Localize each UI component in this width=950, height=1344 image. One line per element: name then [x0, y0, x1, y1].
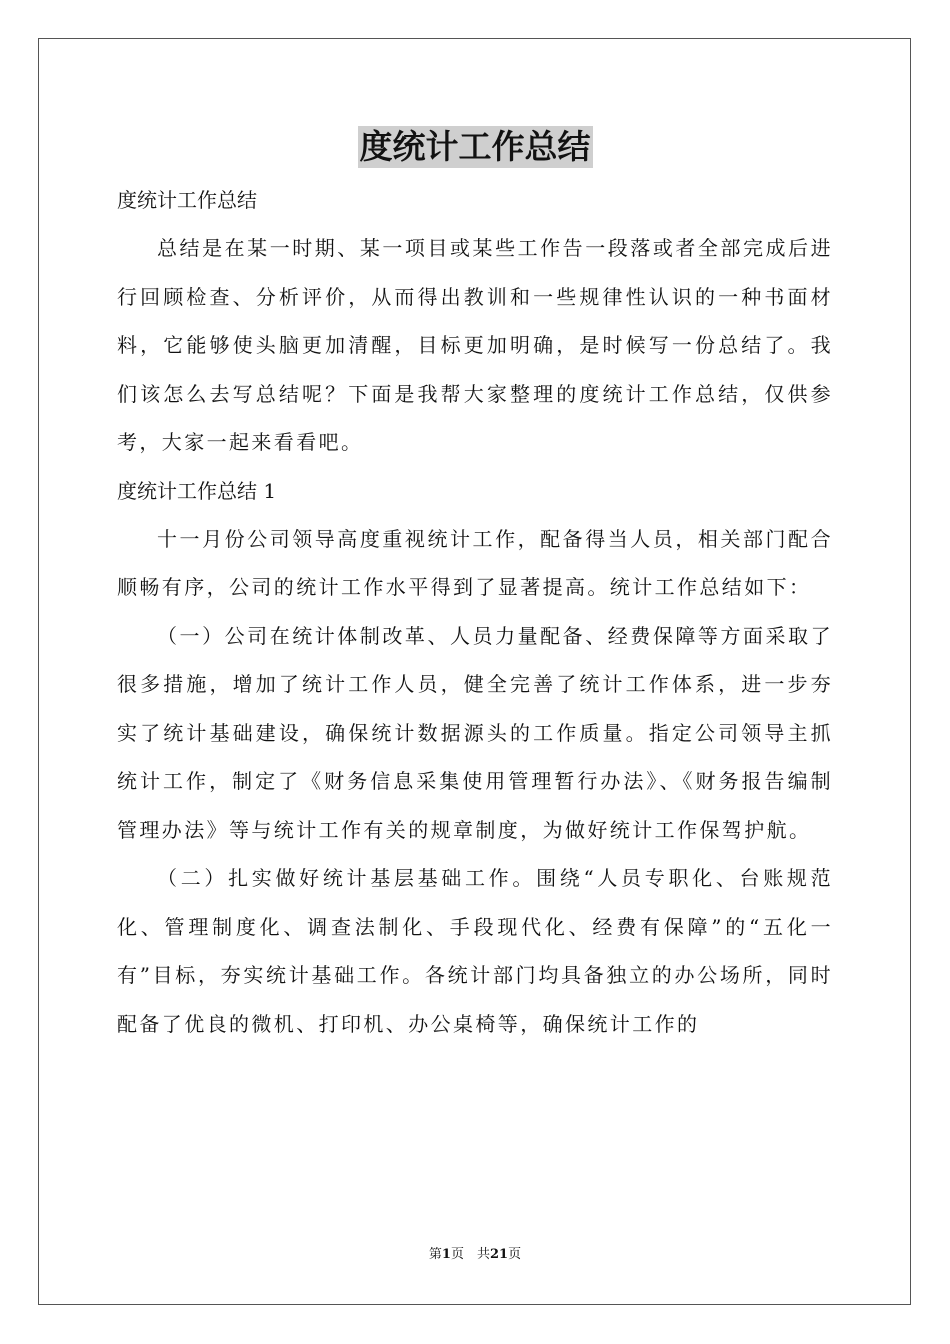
- body-paragraph-1: 十一月份公司领导高度重视统计工作，配备得当人员，相关部门配合顺畅有序，公司的统计工作水平得到了显著提高。统计工作总结如下：: [117, 526, 833, 599]
- document-subtitle: 度统计工作总结: [117, 188, 257, 212]
- intro-paragraph: 总结是在某一时期、某一项目或某些工作告一段落或者全部完成后进行回顾检查、分析评价，从而得出教训和一些规律性认识的一种书面材料，它能够使头脑更加清醒，目标更加明确，是时候写一份总结了。我们该怎么去写总结呢？下面是我帮大家整理的度统计工作总结，仅供参考，大家一起来看看吧。: [117, 236, 833, 454]
- title-container: [0, 126, 950, 168]
- page-footer: [0, 1246, 950, 1264]
- footer-total-pages: 21: [489, 1247, 509, 1262]
- document-title: 度统计工作总结: [359, 127, 591, 166]
- footer-current-page: 1: [441, 1247, 451, 1262]
- document-body: [117, 176, 833, 1048]
- footer-middle: 页 共: [450, 1247, 490, 1262]
- section-heading: 度统计工作总结 1: [117, 478, 277, 503]
- body-paragraph-2: （一）公司在统计体制改革、人员力量配备、经费保障等方面采取了很多措施，增加了统计工作人员，健全完善了统计工作体系，进一步夯实了统计基础建设，确保统计数据源头的工作质量。指定公司领导主抓统计工作，制定了《财务信息采集使用管理暂行办法》、《财务报告编制管理办法》等与统计工作有关的规章制度，为做好统计工作保驾护航。: [117, 623, 833, 842]
- body-paragraph-3: （二）扎实做好统计基层基础工作。围绕“人员专职化、台账规范化、管理制度化、调查法制化、手段现代化、经费有保障”的“五化一有”目标，夯实统计基础工作。各统计部门均具备独立的办公场所，同时配备了优良的微机、打印机、办公桌椅等，确保统计工作的: [117, 866, 833, 1036]
- footer-prefix: 第: [428, 1247, 442, 1262]
- footer-suffix: 页: [508, 1247, 522, 1262]
